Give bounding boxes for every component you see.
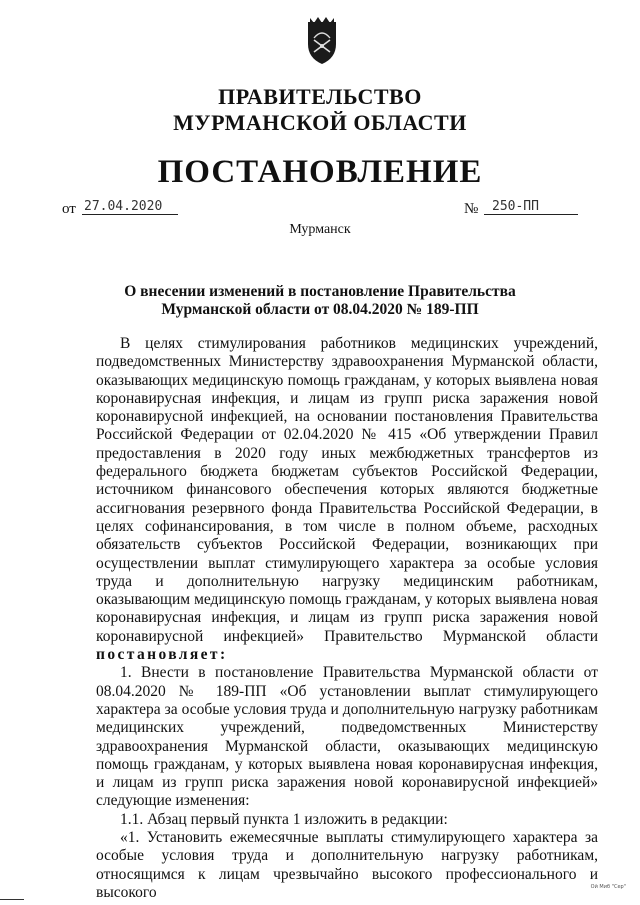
item-1-1-paragraph: 1.1. Абзац первый пункта 1 изложить в редакции: [120, 810, 448, 828]
item-1-paragraph: 1. Внести в постановление Правительства Мурманской области от 08.04.2020 № 189-ПП «Об установлении выплат стимулирующего характера за особые условия труда и дополнительную нагрузку работникам медицинских учреждений, подведомственных Министерству здравоохранения Мурманской области, оказывающих медицинскую помощь гражданам, у которых выявлена новая коронавирусная инфекция, и лицам из групп риска заражения новой коронавирусной инфекцией» следующие изменения: [96, 664, 598, 810]
city: Мурманск [289, 222, 351, 237]
footer-mark [0, 899, 24, 900]
document-body [96, 335, 598, 902]
subject-line-1: О внесении изменений в постановление Правительства [124, 283, 516, 300]
coat-of-arms-icon [302, 14, 342, 66]
date-label: от [62, 201, 76, 217]
region-title: МУРМАНСКОЙ ОБЛАСТИ [173, 110, 467, 135]
government-title: ПРАВИТЕЛЬСТВО [218, 84, 422, 109]
number-value: 250-ПП [484, 199, 578, 215]
quoted-paragraph: «1. Установить ежемесячные выплаты стимулирующего характера за особые условия труда и дополнительную нагрузку работникам, относящимся к лицам чрезвычайно высокого профессионального и высокого [96, 829, 598, 901]
preamble-text: В целях стимулирования работников медицинских учреждений, подведомственных Министерству здравоохранения Мурманской области, оказывающих медицинскую помощь гражданам, у которых выявлена новая коронавирусная инфекция, и лицам из групп риска заражения новой коронавирусной инфекцией, на основании постановления Правительства Российской Федерации от 02.04.2020 № 415 «Об утверждении Правил предоставления в 2020 году иных межбюджетных трансфертов из федерального бюджета бюджетам субъектов Российской Федерации, источником финансового обеспечения которых являются бюджетные ассигнования резервного фонда Правительства Российской Федерации, в целях софинансирования, в том числе в полном объеме, расходных обязательств субъектов Российской Федерации, возникающих при осуществлении выплат стимулирующего характера за особые условия труда и дополнительную нагрузку медицинским работникам, оказывающим медицинскую помощь гражданам, у которых выявлена новая коронавирусная инфекция, и лицам из групп риска заражения новой коронавирусной инфекцией» Правительство Мурманской области [96, 335, 598, 645]
document-type-title: ПОСТАНОВЛЕНИЕ [157, 154, 483, 190]
resolves-word: постановляет: [96, 646, 228, 664]
footer-code: Ой Миб "Сер" [590, 884, 626, 890]
date-value: 27.04.2020 [82, 199, 178, 215]
number-label: № [464, 201, 479, 217]
preamble-paragraph [96, 335, 598, 664]
subject-line-2: Мурманской области от 08.04.2020 № 189-ПП [161, 301, 479, 318]
